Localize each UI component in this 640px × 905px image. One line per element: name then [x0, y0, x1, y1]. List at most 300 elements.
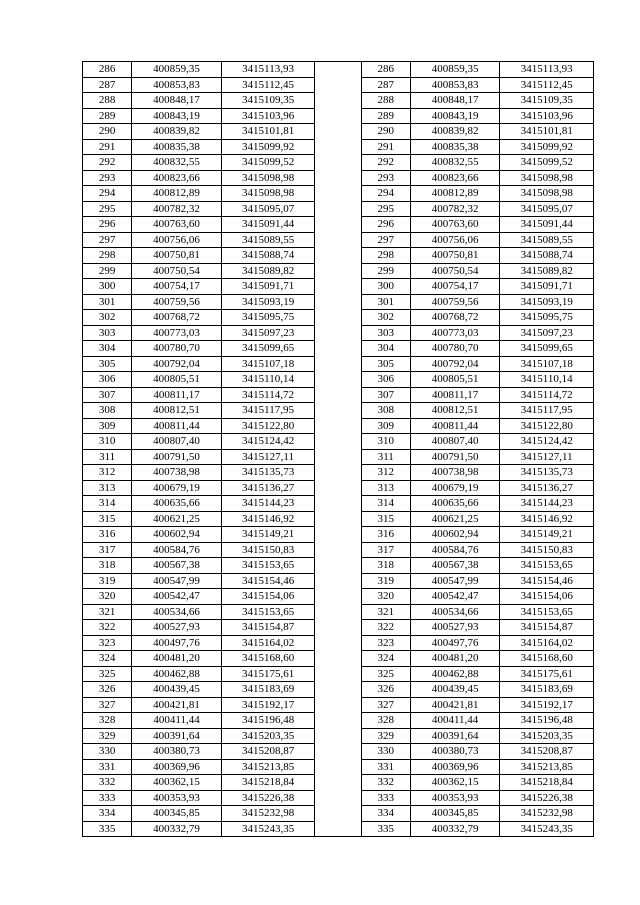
left-point-number-cell: 325 [83, 666, 132, 682]
table-row [83, 558, 594, 574]
right-y-coordinate-cell: 3415149,21 [500, 527, 594, 543]
coordinates-table-body [83, 62, 594, 837]
right-x-coordinate-cell: 400380,73 [410, 744, 500, 760]
column-spacer [315, 620, 361, 636]
right-point-number-cell: 319 [361, 573, 410, 589]
right-point-number-cell: 290 [361, 124, 410, 140]
left-x-coordinate-cell: 400542,47 [132, 589, 222, 605]
left-x-coordinate-cell: 400791,50 [132, 449, 222, 465]
right-x-coordinate-cell: 400497,76 [410, 635, 500, 651]
left-point-number-cell: 297 [83, 232, 132, 248]
left-point-number-cell: 296 [83, 217, 132, 233]
right-y-coordinate-cell: 3415112,45 [500, 77, 594, 93]
right-y-coordinate-cell: 3415113,93 [500, 62, 594, 78]
right-x-coordinate-cell: 400567,38 [410, 558, 500, 574]
left-point-number-cell: 322 [83, 620, 132, 636]
left-y-coordinate-cell: 3415196,48 [221, 713, 315, 729]
table-row [83, 155, 594, 171]
right-point-number-cell: 314 [361, 496, 410, 512]
right-y-coordinate-cell: 3415095,75 [500, 310, 594, 326]
left-x-coordinate-cell: 400807,40 [132, 434, 222, 450]
left-x-coordinate-cell: 400782,32 [132, 201, 222, 217]
right-point-number-cell: 303 [361, 325, 410, 341]
right-y-coordinate-cell: 3415168,60 [500, 651, 594, 667]
left-x-coordinate-cell: 400635,66 [132, 496, 222, 512]
right-y-coordinate-cell: 3415107,18 [500, 356, 594, 372]
column-spacer [315, 325, 361, 341]
left-x-coordinate-cell: 400812,89 [132, 186, 222, 202]
right-x-coordinate-cell: 400811,44 [410, 418, 500, 434]
table-row [83, 713, 594, 729]
right-y-coordinate-cell: 3415109,35 [500, 93, 594, 109]
column-spacer [315, 310, 361, 326]
table-row [83, 821, 594, 837]
table-row [83, 480, 594, 496]
left-x-coordinate-cell: 400369,96 [132, 759, 222, 775]
left-y-coordinate-cell: 3415154,46 [221, 573, 315, 589]
right-x-coordinate-cell: 400823,66 [410, 170, 500, 186]
left-point-number-cell: 299 [83, 263, 132, 279]
left-y-coordinate-cell: 3415183,69 [221, 682, 315, 698]
right-y-coordinate-cell: 3415098,98 [500, 186, 594, 202]
right-x-coordinate-cell: 400773,03 [410, 325, 500, 341]
right-point-number-cell: 300 [361, 279, 410, 295]
column-spacer [315, 186, 361, 202]
column-spacer [315, 697, 361, 713]
left-y-coordinate-cell: 3415149,21 [221, 527, 315, 543]
table-row [83, 418, 594, 434]
left-y-coordinate-cell: 3415175,61 [221, 666, 315, 682]
left-point-number-cell: 324 [83, 651, 132, 667]
right-y-coordinate-cell: 3415144,23 [500, 496, 594, 512]
column-spacer [315, 155, 361, 171]
left-point-number-cell: 329 [83, 728, 132, 744]
column-spacer [315, 558, 361, 574]
column-spacer [315, 604, 361, 620]
right-point-number-cell: 296 [361, 217, 410, 233]
left-y-coordinate-cell: 3415218,84 [221, 775, 315, 791]
right-y-coordinate-cell: 3415154,06 [500, 589, 594, 605]
left-x-coordinate-cell: 400534,66 [132, 604, 222, 620]
right-y-coordinate-cell: 3415122,80 [500, 418, 594, 434]
left-point-number-cell: 294 [83, 186, 132, 202]
table-row [83, 263, 594, 279]
right-x-coordinate-cell: 400481,20 [410, 651, 500, 667]
left-x-coordinate-cell: 400839,82 [132, 124, 222, 140]
column-spacer [315, 341, 361, 357]
right-point-number-cell: 288 [361, 93, 410, 109]
right-y-coordinate-cell: 3415243,35 [500, 821, 594, 837]
column-spacer [315, 62, 361, 78]
left-point-number-cell: 330 [83, 744, 132, 760]
left-point-number-cell: 313 [83, 480, 132, 496]
column-spacer [315, 682, 361, 698]
column-spacer [315, 77, 361, 93]
right-y-coordinate-cell: 3415127,11 [500, 449, 594, 465]
right-x-coordinate-cell: 400534,66 [410, 604, 500, 620]
left-x-coordinate-cell: 400811,17 [132, 387, 222, 403]
left-point-number-cell: 304 [83, 341, 132, 357]
column-spacer [315, 666, 361, 682]
left-x-coordinate-cell: 400362,15 [132, 775, 222, 791]
left-x-coordinate-cell: 400759,56 [132, 294, 222, 310]
right-x-coordinate-cell: 400848,17 [410, 93, 500, 109]
right-y-coordinate-cell: 3415093,19 [500, 294, 594, 310]
left-y-coordinate-cell: 3415089,55 [221, 232, 315, 248]
left-y-coordinate-cell: 3415091,44 [221, 217, 315, 233]
right-x-coordinate-cell: 400853,83 [410, 77, 500, 93]
left-y-coordinate-cell: 3415243,35 [221, 821, 315, 837]
right-y-coordinate-cell: 3415110,14 [500, 372, 594, 388]
right-y-coordinate-cell: 3415114,72 [500, 387, 594, 403]
right-point-number-cell: 302 [361, 310, 410, 326]
right-x-coordinate-cell: 400391,64 [410, 728, 500, 744]
column-spacer [315, 108, 361, 124]
left-y-coordinate-cell: 3415154,87 [221, 620, 315, 636]
right-point-number-cell: 322 [361, 620, 410, 636]
right-y-coordinate-cell: 3415226,38 [500, 790, 594, 806]
left-y-coordinate-cell: 3415107,18 [221, 356, 315, 372]
left-y-coordinate-cell: 3415150,83 [221, 542, 315, 558]
left-point-number-cell: 310 [83, 434, 132, 450]
left-x-coordinate-cell: 400853,83 [132, 77, 222, 93]
right-y-coordinate-cell: 3415091,44 [500, 217, 594, 233]
table-row [83, 620, 594, 636]
right-point-number-cell: 326 [361, 682, 410, 698]
left-y-coordinate-cell: 3415113,93 [221, 62, 315, 78]
right-x-coordinate-cell: 400811,17 [410, 387, 500, 403]
right-x-coordinate-cell: 400807,40 [410, 434, 500, 450]
right-x-coordinate-cell: 400768,72 [410, 310, 500, 326]
left-x-coordinate-cell: 400859,35 [132, 62, 222, 78]
right-x-coordinate-cell: 400812,51 [410, 403, 500, 419]
table-row [83, 170, 594, 186]
table-row [83, 697, 594, 713]
table-row [83, 434, 594, 450]
right-point-number-cell: 317 [361, 542, 410, 558]
table-row [83, 341, 594, 357]
right-x-coordinate-cell: 400332,79 [410, 821, 500, 837]
table-row [83, 666, 594, 682]
right-point-number-cell: 334 [361, 806, 410, 822]
left-x-coordinate-cell: 400421,81 [132, 697, 222, 713]
column-spacer [315, 217, 361, 233]
left-point-number-cell: 301 [83, 294, 132, 310]
right-y-coordinate-cell: 3415208,87 [500, 744, 594, 760]
table-row [83, 651, 594, 667]
table-row [83, 372, 594, 388]
left-point-number-cell: 308 [83, 403, 132, 419]
left-point-number-cell: 295 [83, 201, 132, 217]
right-x-coordinate-cell: 400750,54 [410, 263, 500, 279]
column-spacer [315, 635, 361, 651]
right-point-number-cell: 331 [361, 759, 410, 775]
right-x-coordinate-cell: 400362,15 [410, 775, 500, 791]
column-spacer [315, 573, 361, 589]
right-y-coordinate-cell: 3415103,96 [500, 108, 594, 124]
table-row [83, 248, 594, 264]
right-x-coordinate-cell: 400750,81 [410, 248, 500, 264]
left-x-coordinate-cell: 400811,44 [132, 418, 222, 434]
left-y-coordinate-cell: 3415144,23 [221, 496, 315, 512]
left-x-coordinate-cell: 400353,93 [132, 790, 222, 806]
right-y-coordinate-cell: 3415088,74 [500, 248, 594, 264]
right-point-number-cell: 324 [361, 651, 410, 667]
left-y-coordinate-cell: 3415232,98 [221, 806, 315, 822]
right-y-coordinate-cell: 3415135,73 [500, 465, 594, 481]
table-row [83, 775, 594, 791]
right-point-number-cell: 320 [361, 589, 410, 605]
right-point-number-cell: 311 [361, 449, 410, 465]
column-spacer [315, 744, 361, 760]
left-point-number-cell: 291 [83, 139, 132, 155]
right-point-number-cell: 318 [361, 558, 410, 574]
table-row [83, 604, 594, 620]
left-y-coordinate-cell: 3415208,87 [221, 744, 315, 760]
right-x-coordinate-cell: 400542,47 [410, 589, 500, 605]
left-x-coordinate-cell: 400345,85 [132, 806, 222, 822]
left-y-coordinate-cell: 3415109,35 [221, 93, 315, 109]
left-y-coordinate-cell: 3415203,35 [221, 728, 315, 744]
left-x-coordinate-cell: 400823,66 [132, 170, 222, 186]
table-row [83, 186, 594, 202]
left-point-number-cell: 307 [83, 387, 132, 403]
table-row [83, 93, 594, 109]
table-row [83, 449, 594, 465]
left-y-coordinate-cell: 3415135,73 [221, 465, 315, 481]
right-point-number-cell: 327 [361, 697, 410, 713]
left-y-coordinate-cell: 3415088,74 [221, 248, 315, 264]
table-row [83, 496, 594, 512]
left-y-coordinate-cell: 3415153,65 [221, 558, 315, 574]
left-y-coordinate-cell: 3415098,98 [221, 186, 315, 202]
table-row [83, 511, 594, 527]
column-spacer [315, 124, 361, 140]
right-x-coordinate-cell: 400462,88 [410, 666, 500, 682]
left-y-coordinate-cell: 3415153,65 [221, 604, 315, 620]
right-point-number-cell: 309 [361, 418, 410, 434]
column-spacer [315, 542, 361, 558]
left-point-number-cell: 306 [83, 372, 132, 388]
right-y-coordinate-cell: 3415099,65 [500, 341, 594, 357]
column-spacer [315, 263, 361, 279]
left-point-number-cell: 323 [83, 635, 132, 651]
left-point-number-cell: 292 [83, 155, 132, 171]
column-spacer [315, 434, 361, 450]
left-x-coordinate-cell: 400812,51 [132, 403, 222, 419]
left-y-coordinate-cell: 3415110,14 [221, 372, 315, 388]
right-y-coordinate-cell: 3415153,65 [500, 604, 594, 620]
left-y-coordinate-cell: 3415168,60 [221, 651, 315, 667]
column-spacer [315, 775, 361, 791]
right-y-coordinate-cell: 3415218,84 [500, 775, 594, 791]
right-point-number-cell: 301 [361, 294, 410, 310]
column-spacer [315, 449, 361, 465]
left-y-coordinate-cell: 3415146,92 [221, 511, 315, 527]
right-y-coordinate-cell: 3415097,23 [500, 325, 594, 341]
column-spacer [315, 372, 361, 388]
left-x-coordinate-cell: 400567,38 [132, 558, 222, 574]
left-y-coordinate-cell: 3415099,52 [221, 155, 315, 171]
column-spacer [315, 93, 361, 109]
left-x-coordinate-cell: 400754,17 [132, 279, 222, 295]
left-point-number-cell: 321 [83, 604, 132, 620]
left-y-coordinate-cell: 3415093,19 [221, 294, 315, 310]
right-point-number-cell: 287 [361, 77, 410, 93]
table-row [83, 589, 594, 605]
left-y-coordinate-cell: 3415124,42 [221, 434, 315, 450]
column-spacer [315, 201, 361, 217]
left-x-coordinate-cell: 400527,93 [132, 620, 222, 636]
left-point-number-cell: 319 [83, 573, 132, 589]
column-spacer [315, 387, 361, 403]
table-row [83, 139, 594, 155]
table-row [83, 294, 594, 310]
left-y-coordinate-cell: 3415112,45 [221, 77, 315, 93]
left-x-coordinate-cell: 400679,19 [132, 480, 222, 496]
left-x-coordinate-cell: 400602,94 [132, 527, 222, 543]
right-x-coordinate-cell: 400812,89 [410, 186, 500, 202]
left-y-coordinate-cell: 3415091,71 [221, 279, 315, 295]
right-y-coordinate-cell: 3415136,27 [500, 480, 594, 496]
table-row [83, 728, 594, 744]
right-point-number-cell: 292 [361, 155, 410, 171]
column-spacer [315, 465, 361, 481]
left-point-number-cell: 314 [83, 496, 132, 512]
right-x-coordinate-cell: 400353,93 [410, 790, 500, 806]
right-x-coordinate-cell: 400621,25 [410, 511, 500, 527]
table-row [83, 387, 594, 403]
right-y-coordinate-cell: 3415154,46 [500, 573, 594, 589]
left-y-coordinate-cell: 3415117,95 [221, 403, 315, 419]
table-row [83, 744, 594, 760]
right-y-coordinate-cell: 3415146,92 [500, 511, 594, 527]
left-y-coordinate-cell: 3415098,98 [221, 170, 315, 186]
right-y-coordinate-cell: 3415192,17 [500, 697, 594, 713]
right-x-coordinate-cell: 400756,06 [410, 232, 500, 248]
left-y-coordinate-cell: 3415099,65 [221, 341, 315, 357]
table-row [83, 790, 594, 806]
right-x-coordinate-cell: 400792,04 [410, 356, 500, 372]
table-row [83, 62, 594, 78]
column-spacer [315, 496, 361, 512]
left-y-coordinate-cell: 3415226,38 [221, 790, 315, 806]
right-point-number-cell: 289 [361, 108, 410, 124]
left-y-coordinate-cell: 3415099,92 [221, 139, 315, 155]
right-x-coordinate-cell: 400584,76 [410, 542, 500, 558]
left-point-number-cell: 293 [83, 170, 132, 186]
left-x-coordinate-cell: 400547,99 [132, 573, 222, 589]
right-point-number-cell: 291 [361, 139, 410, 155]
table-row [83, 542, 594, 558]
right-y-coordinate-cell: 3415099,52 [500, 155, 594, 171]
right-point-number-cell: 313 [361, 480, 410, 496]
left-y-coordinate-cell: 3415095,75 [221, 310, 315, 326]
right-x-coordinate-cell: 400635,66 [410, 496, 500, 512]
left-y-coordinate-cell: 3415136,27 [221, 480, 315, 496]
right-point-number-cell: 316 [361, 527, 410, 543]
right-y-coordinate-cell: 3415183,69 [500, 682, 594, 698]
column-spacer [315, 403, 361, 419]
left-point-number-cell: 315 [83, 511, 132, 527]
left-y-coordinate-cell: 3415164,02 [221, 635, 315, 651]
right-point-number-cell: 329 [361, 728, 410, 744]
left-x-coordinate-cell: 400584,76 [132, 542, 222, 558]
right-x-coordinate-cell: 400345,85 [410, 806, 500, 822]
right-x-coordinate-cell: 400421,81 [410, 697, 500, 713]
right-x-coordinate-cell: 400547,99 [410, 573, 500, 589]
table-row [83, 279, 594, 295]
left-x-coordinate-cell: 400750,54 [132, 263, 222, 279]
column-spacer [315, 480, 361, 496]
table-row [83, 108, 594, 124]
right-point-number-cell: 315 [361, 511, 410, 527]
right-x-coordinate-cell: 400738,98 [410, 465, 500, 481]
left-x-coordinate-cell: 400768,72 [132, 310, 222, 326]
right-point-number-cell: 325 [361, 666, 410, 682]
column-spacer [315, 511, 361, 527]
right-point-number-cell: 328 [361, 713, 410, 729]
left-x-coordinate-cell: 400805,51 [132, 372, 222, 388]
left-x-coordinate-cell: 400332,79 [132, 821, 222, 837]
left-point-number-cell: 317 [83, 542, 132, 558]
column-spacer [315, 527, 361, 543]
left-y-coordinate-cell: 3415114,72 [221, 387, 315, 403]
left-y-coordinate-cell: 3415103,96 [221, 108, 315, 124]
left-point-number-cell: 328 [83, 713, 132, 729]
right-x-coordinate-cell: 400859,35 [410, 62, 500, 78]
right-point-number-cell: 299 [361, 263, 410, 279]
table-row [83, 527, 594, 543]
right-y-coordinate-cell: 3415196,48 [500, 713, 594, 729]
table-row [83, 806, 594, 822]
right-point-number-cell: 304 [361, 341, 410, 357]
left-y-coordinate-cell: 3415095,07 [221, 201, 315, 217]
left-point-number-cell: 318 [83, 558, 132, 574]
left-y-coordinate-cell: 3415213,85 [221, 759, 315, 775]
right-point-number-cell: 333 [361, 790, 410, 806]
right-x-coordinate-cell: 400780,70 [410, 341, 500, 357]
left-point-number-cell: 303 [83, 325, 132, 341]
column-spacer [315, 589, 361, 605]
left-x-coordinate-cell: 400439,45 [132, 682, 222, 698]
right-y-coordinate-cell: 3415203,35 [500, 728, 594, 744]
left-x-coordinate-cell: 400843,19 [132, 108, 222, 124]
left-x-coordinate-cell: 400835,38 [132, 139, 222, 155]
right-y-coordinate-cell: 3415124,42 [500, 434, 594, 450]
right-y-coordinate-cell: 3415091,71 [500, 279, 594, 295]
table-row [83, 635, 594, 651]
right-y-coordinate-cell: 3415213,85 [500, 759, 594, 775]
right-x-coordinate-cell: 400439,45 [410, 682, 500, 698]
left-x-coordinate-cell: 400763,60 [132, 217, 222, 233]
column-spacer [315, 418, 361, 434]
left-x-coordinate-cell: 400780,70 [132, 341, 222, 357]
left-point-number-cell: 327 [83, 697, 132, 713]
left-point-number-cell: 286 [83, 62, 132, 78]
right-point-number-cell: 330 [361, 744, 410, 760]
left-x-coordinate-cell: 400750,81 [132, 248, 222, 264]
right-x-coordinate-cell: 400835,38 [410, 139, 500, 155]
left-point-number-cell: 312 [83, 465, 132, 481]
right-point-number-cell: 297 [361, 232, 410, 248]
column-spacer [315, 806, 361, 822]
right-y-coordinate-cell: 3415175,61 [500, 666, 594, 682]
left-x-coordinate-cell: 400497,76 [132, 635, 222, 651]
right-point-number-cell: 306 [361, 372, 410, 388]
left-x-coordinate-cell: 400380,73 [132, 744, 222, 760]
left-x-coordinate-cell: 400832,55 [132, 155, 222, 171]
